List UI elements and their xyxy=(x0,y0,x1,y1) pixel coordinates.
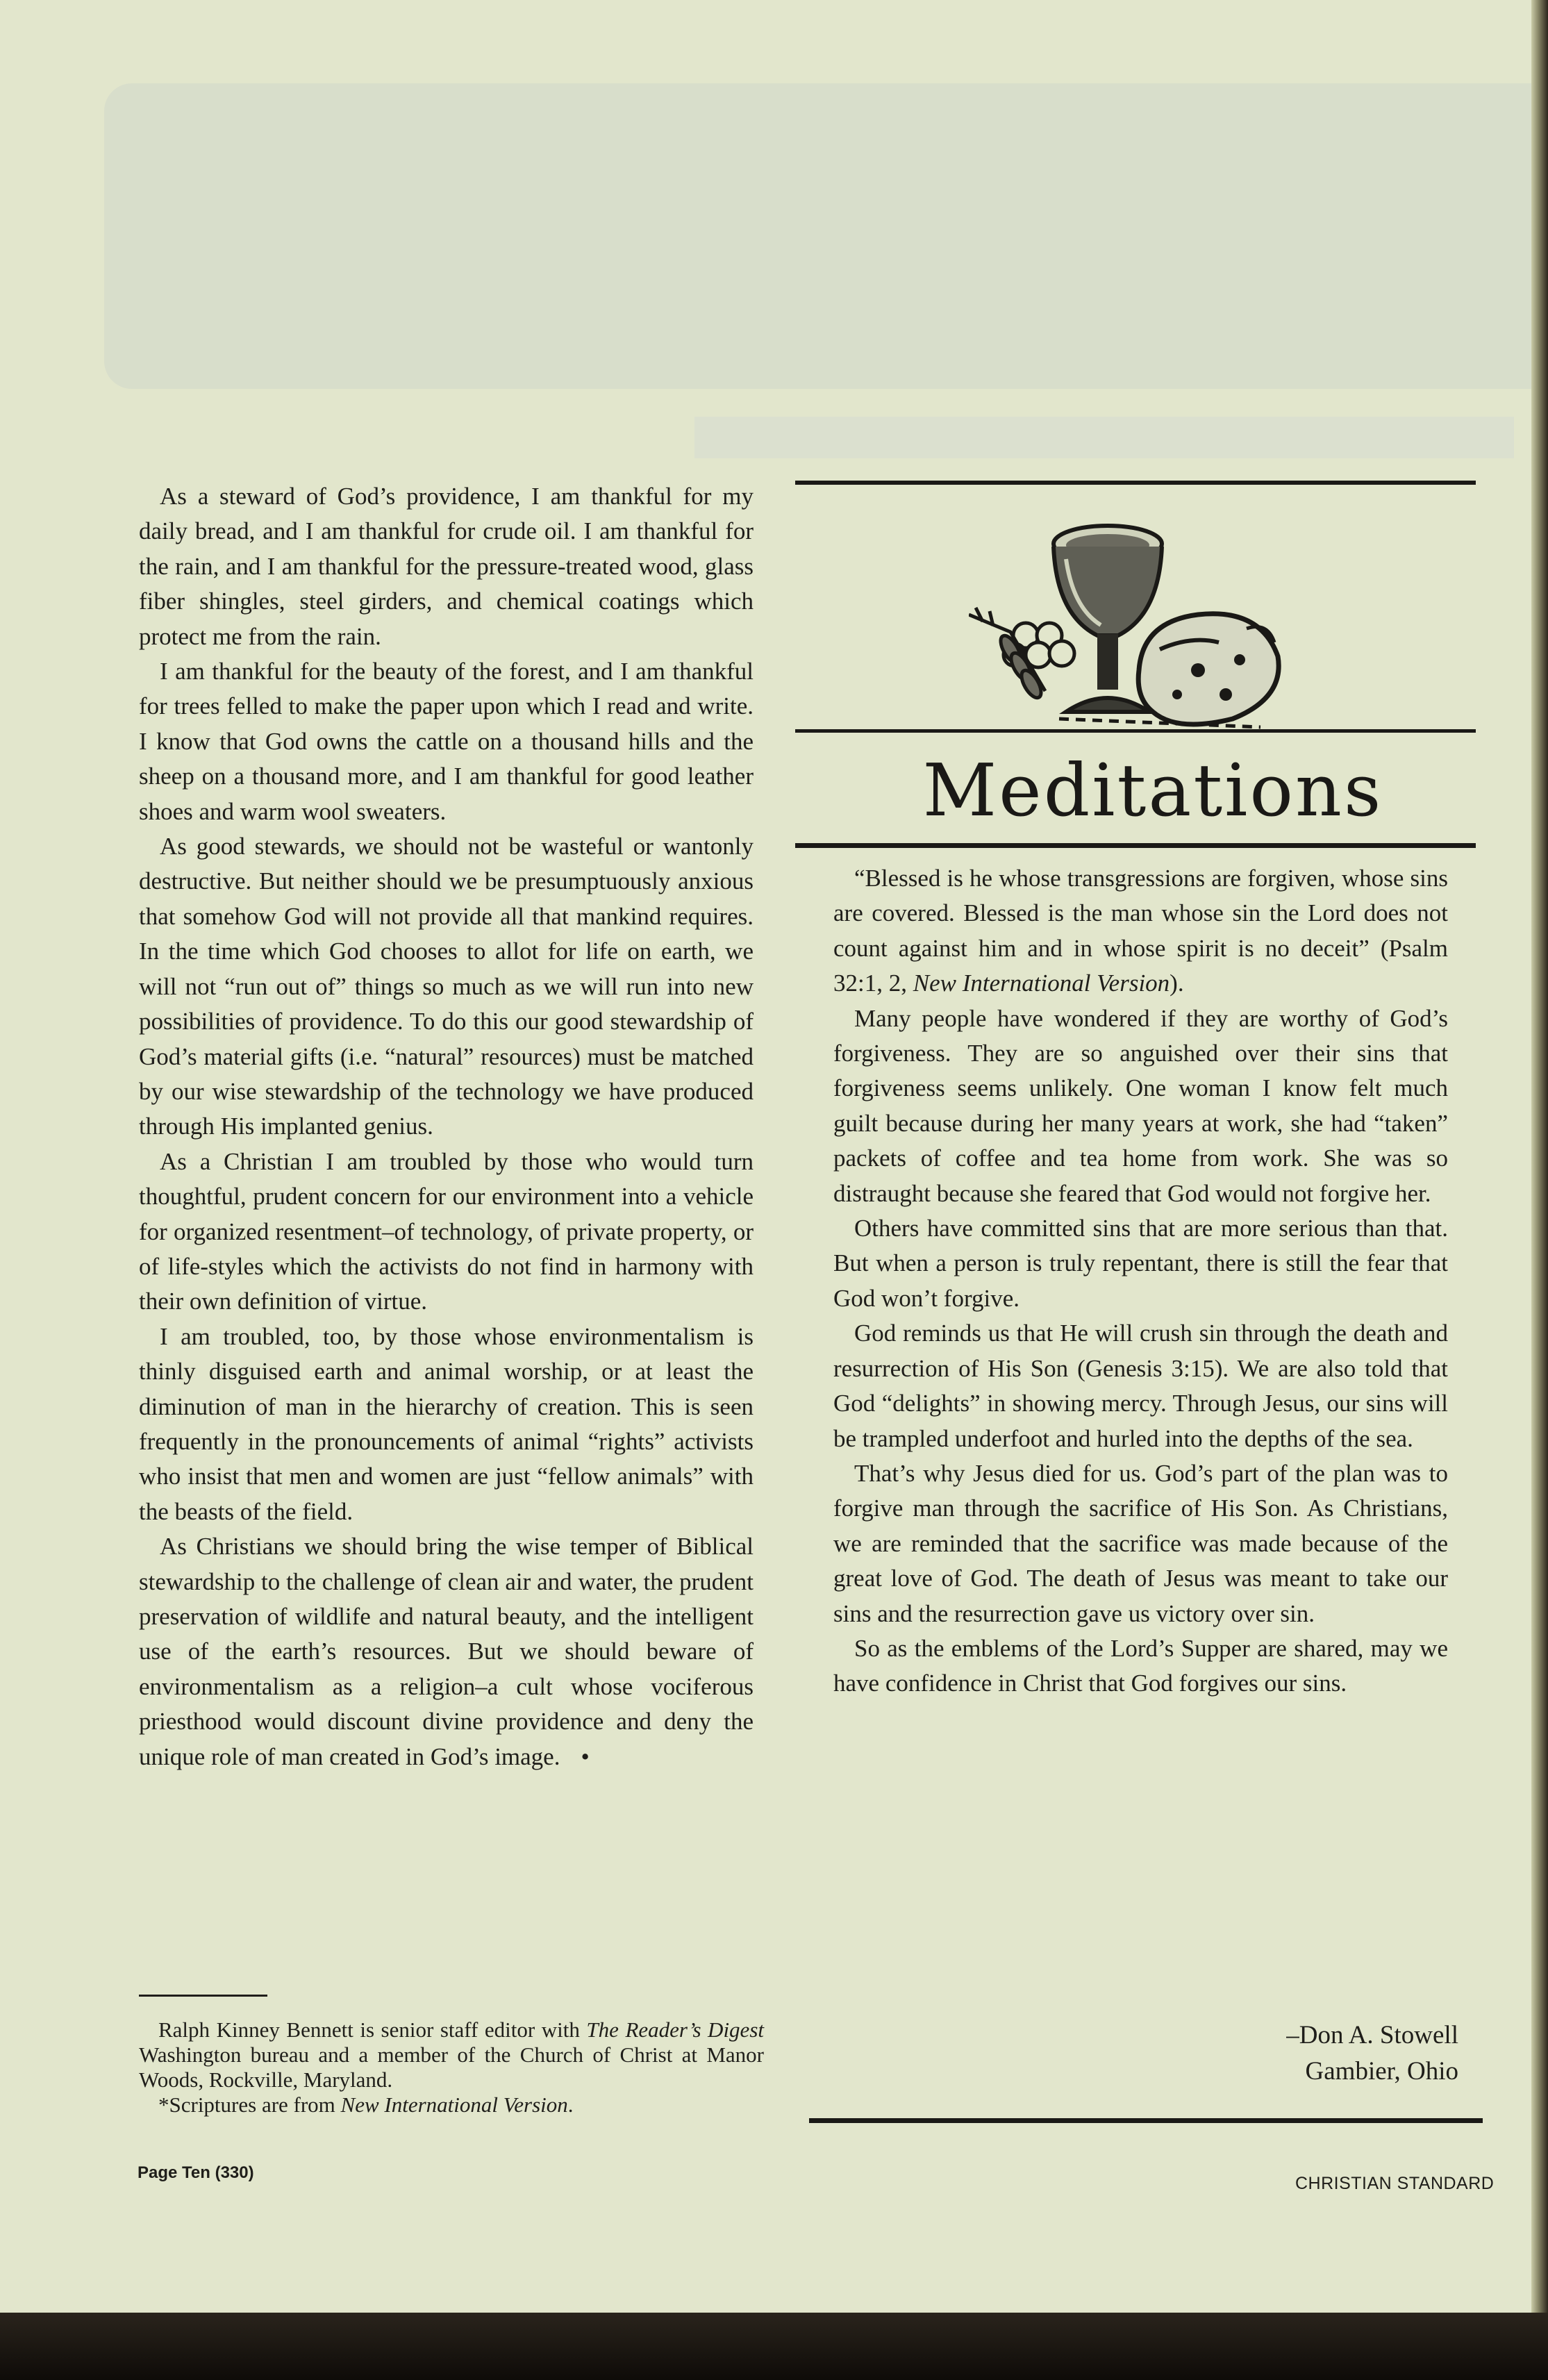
article-column xyxy=(139,479,754,1774)
magazine-name: CHRISTIAN STANDARD xyxy=(1295,2174,1495,2193)
scripture-quote: “Blessed is he whose transgressions are forgiven, whose sins are covered. Blessed is the man whose sin the Lord does not count against him and in whose spirit is no deceit” (Psalm 32:1, 2, xyxy=(833,865,1448,997)
article-paragraph: As a Christian I am troubled by those who would turn thoughtful, prudent concern for our environment into a vehicle for organized resentment–of technology, of private property, or of life-styles which the activists do not find in harmony with their own definition of virtue. xyxy=(139,1147,754,1315)
publication-name: The Reader’s Digest xyxy=(586,2017,764,2042)
masthead-rule xyxy=(795,729,1476,733)
show-through-title xyxy=(104,83,1531,389)
meditation-paragraph: That’s why Jesus died for us. God’s part of the plan was to forgive man through the sacrifice of His Son. As Christians, we are reminded that the sacrifice was made because of the great love of God. The death of Jesus was meant to take our sins and the resurrection gave us victory over sin. xyxy=(833,1459,1448,1627)
communion-illustration xyxy=(969,510,1288,740)
meditation-paragraph: So as the emblems of the Lord’s Supper are shared, may we have confidence in Christ that God forgives our sins. xyxy=(833,1634,1448,1697)
top-rule xyxy=(795,481,1476,485)
scripture-version: New International Version xyxy=(913,970,1170,997)
footnote xyxy=(139,2017,764,2117)
masthead-underline xyxy=(795,843,1476,848)
article-paragraph: As a steward of God’s providence, I am thankful for my daily bread, and I am thankful for crude oil. I am thankful for the rain, and I am thankful for the pressure-treated wood, glass fiber shingles, steel girders, and chemical coatings which protect me from the rain. xyxy=(139,483,754,650)
meditation-paragraph xyxy=(833,861,1448,1001)
binding-edge xyxy=(1531,0,1548,2313)
page-shadow xyxy=(0,2313,1548,2380)
show-through-subtitle xyxy=(694,417,1514,458)
footnote-rule xyxy=(139,1995,267,1997)
bottom-rule xyxy=(809,2118,1483,2123)
article-paragraph: I am thankful for the beauty of the forest, and I am thankful for trees felled to make the paper upon which I read and write. I know that God owns the cattle on a thousand hills and the sheep on a thousand more, and I am thankful for good leather shoes and warm wool sweaters. xyxy=(139,658,754,825)
author-bio xyxy=(139,2017,764,2092)
bread-icon xyxy=(1138,614,1279,724)
end-mark: • xyxy=(581,1742,590,1770)
article-paragraph-last xyxy=(139,1529,754,1774)
scripture-quote-end: ). xyxy=(1170,970,1184,997)
meditations-title: Meditations xyxy=(922,748,1383,833)
meditation-paragraph: Many people have wondered if they are worthy of God’s forgiveness. They are so anguished over their sins that forgiveness seems unlikely. One woman I know felt much guilt because during her many years at work, she had “taken” packets of coffee and tea home from work. She was so distraught because she feared that God would not forgive her. xyxy=(833,1004,1448,1207)
article-paragraph-text: As Christians we should bring the wise temper of Biblical stewardship to the challenge of clean air and water, the prudent preservation of wildlife and natural beauty, and the intelligent use of the earth’s resources. But we should beware of environmentalism as a religion–a cult whose vociferous priesthood would discount divine providence and deny the unique role of man created in God’s image. xyxy=(139,1533,754,1770)
author-name: –Don A. Stowell xyxy=(1286,2021,1458,2049)
article-paragraph: I am troubled, too, by those whose environmentalism is thinly disguised earth and animal worship, or at least the diminution of man in the hierarchy of creation. This is seen frequently in the pronouncements of animal “rights” activists who insist that men and women are just “fellow animals” with the beasts of the field. xyxy=(139,1322,754,1525)
scripture-text: *Scriptures are from xyxy=(158,2092,341,2117)
scripture-note xyxy=(139,2092,764,2117)
page-number: Page Ten (330) xyxy=(138,2163,254,2182)
meditation-byline xyxy=(1111,2017,1458,2090)
bio-text: Ralph Kinney Bennett is senior staff editor with xyxy=(158,2017,587,2042)
meditation-column xyxy=(833,861,1448,1701)
author-location: Gambier, Ohio xyxy=(1305,2057,1458,2086)
bio-text: Washington bureau and a member of the Church of Christ at Manor Woods, Rockville, Maryland. xyxy=(139,2042,764,2092)
scripture-text: . xyxy=(567,2092,574,2117)
meditation-paragraph: Others have committed sins that are more serious than that. But when a person is truly repentant, there is still the fear that God won’t forgive. xyxy=(833,1215,1448,1312)
article-paragraph: As good stewards, we should not be wasteful or wantonly destructive. But neither should we be presumptuously anxious that somehow God will not provide all that mankind requires. In the time which God chooses to allot for life on earth, we will not “run out of” things so much as we will run into new possibilities of providence. To do this our good stewardship of God’s material gifts (i.e. “natural” resources) must be matched by our wise stewardship of the technology we have produced through His implanted genius. xyxy=(139,833,754,1140)
meditation-paragraph: God reminds us that He will crush sin through the death and resurrection of His Son (Genesis 3:15). We are also told that God “delights” in showing mercy. Through Jesus, our sins will be trampled underfoot and hurled into the depths of the sea. xyxy=(833,1320,1448,1452)
scripture-version: New International Version xyxy=(340,2092,568,2117)
